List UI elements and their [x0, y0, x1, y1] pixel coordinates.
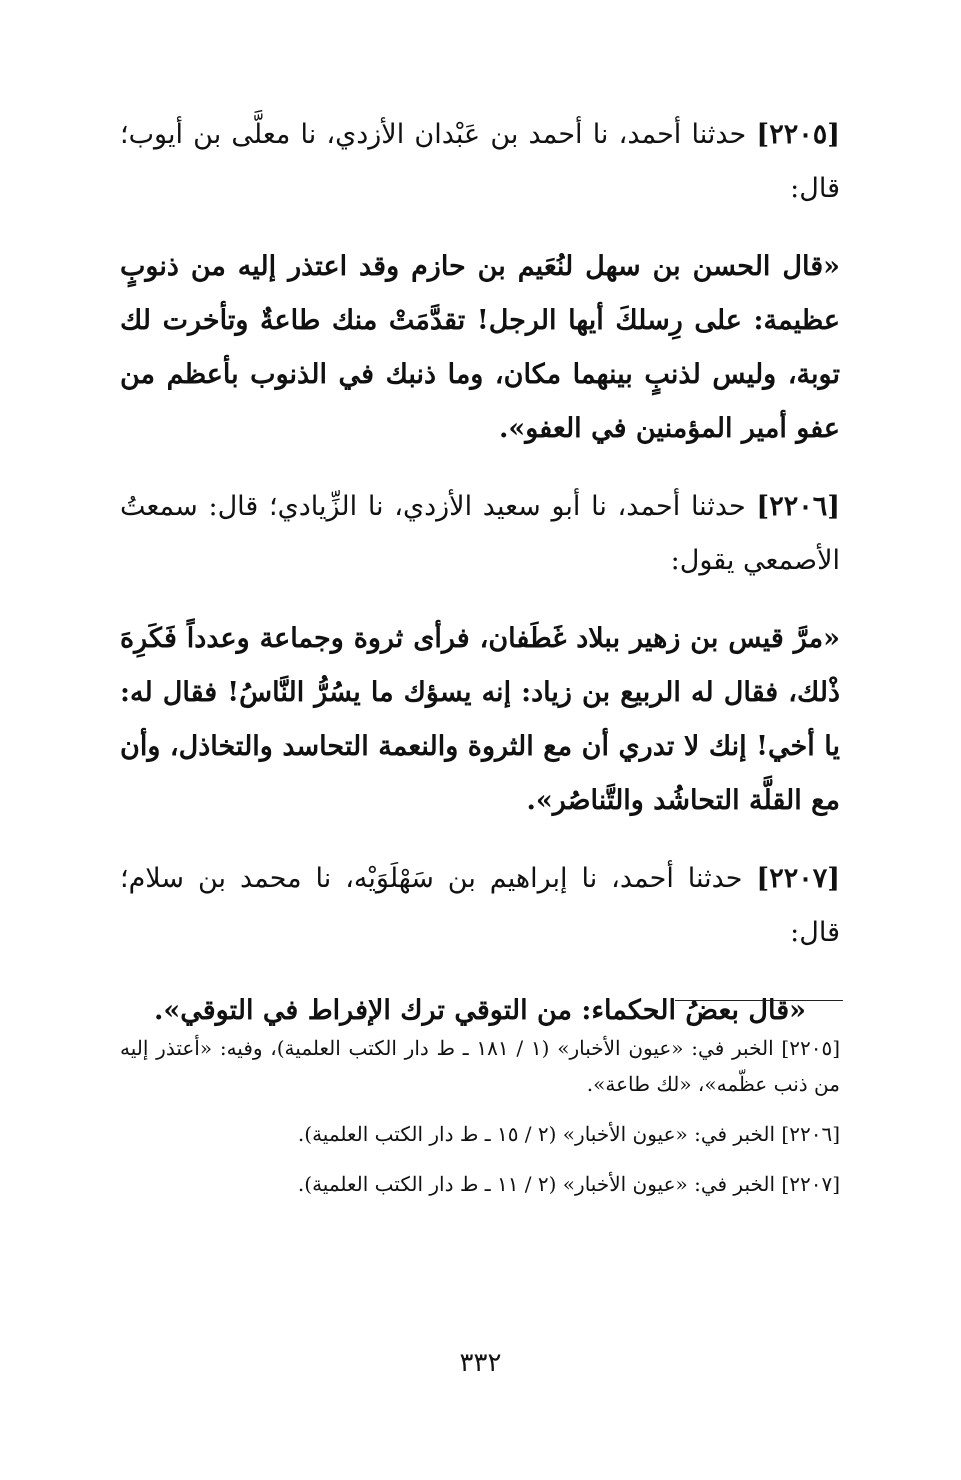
footnotes	[120, 1030, 840, 1216]
entry-number: [٢٢٠٥]	[756, 119, 840, 150]
footnote-number: [٢٢٠٥]	[781, 1036, 841, 1060]
footnote-2207	[120, 1166, 840, 1202]
entry-2207-isnad	[120, 852, 840, 960]
isnad-text: حدثنا أحمد، نا إبراهيم بن سَهْلَوَيْه، نا محمد بن سلام؛ قال:	[120, 863, 840, 948]
footnote-2205	[120, 1030, 840, 1102]
entry-2207-text: «قال بعضُ الحكماء: من التوقي ترك الإفراط في التوقي».	[153, 995, 807, 1026]
footnote-number: [٢٢٠٧]	[781, 1172, 840, 1196]
footnote-text: الخبر في: «عيون الأخبار» (١ / ١٨١ ـ ط دار الكتب العلمية)، وفيه: «أعتذر إليه من ذنب عظّمه»، «لك طاعة».	[120, 1036, 840, 1096]
isnad-text: حدثنا أحمد، نا أبو سعيد الأزدي، نا الزِّيادي؛ قال: سمعتُ الأصمعي يقول:	[120, 491, 840, 576]
entry-number: [٢٢٠٦]	[756, 491, 840, 522]
main-text	[120, 108, 840, 1062]
isnad-text: حدثنا أحمد، نا أحمد بن عَبْدان الأزدي، نا معلَّى بن أيوب؛ قال:	[120, 119, 840, 204]
entry-2206-isnad	[120, 480, 840, 588]
footnote-text: الخبر في: «عيون الأخبار» (٢ / ١١ ـ ط دار الكتب العلمية).	[297, 1172, 776, 1196]
entry-2205-text: «قال الحسن بن سهل لنُعَيم بن حازم وقد اعتذر إليه من ذنوبٍ عظيمة: على رِسلكَ أيها الرجل! تقدَّمَتْ منك طاعةٌ وتأخرت لك توبة، وليس لذنبٍ بينهما مكان، وما ذنبك في الذنوب بأعظم من عفو أمير المؤمنين في العفو».	[120, 251, 840, 444]
footnote-2206	[120, 1116, 840, 1152]
entry-2205-isnad	[120, 108, 840, 216]
footnote-divider	[675, 1000, 843, 1001]
footnote-text: الخبر في: «عيون الأخبار» (٢ / ١٥ ـ ط دار الكتب العلمية).	[297, 1122, 776, 1146]
entry-2206-text: «مرَّ قيس بن زهير ببلاد غَطَفان، فرأى ثروة وجماعة وعدداً فَكَرِهَ ذْلك، فقال له الربيع بن زياد: إنه يسؤك ما يسُرُّ النَّاسُ! فقال له: يا أخي! إنك لا تدري أن مع الثروة والنعمة التحاسد والتخاذل، وأن مع القلَّة التحاشُد والتَّناصُر».	[120, 623, 840, 816]
page-number: ٣٣٢	[459, 1348, 502, 1378]
entry-number: [٢٢٠٧]	[756, 863, 840, 894]
footnote-number: [٢٢٠٦]	[781, 1122, 840, 1146]
